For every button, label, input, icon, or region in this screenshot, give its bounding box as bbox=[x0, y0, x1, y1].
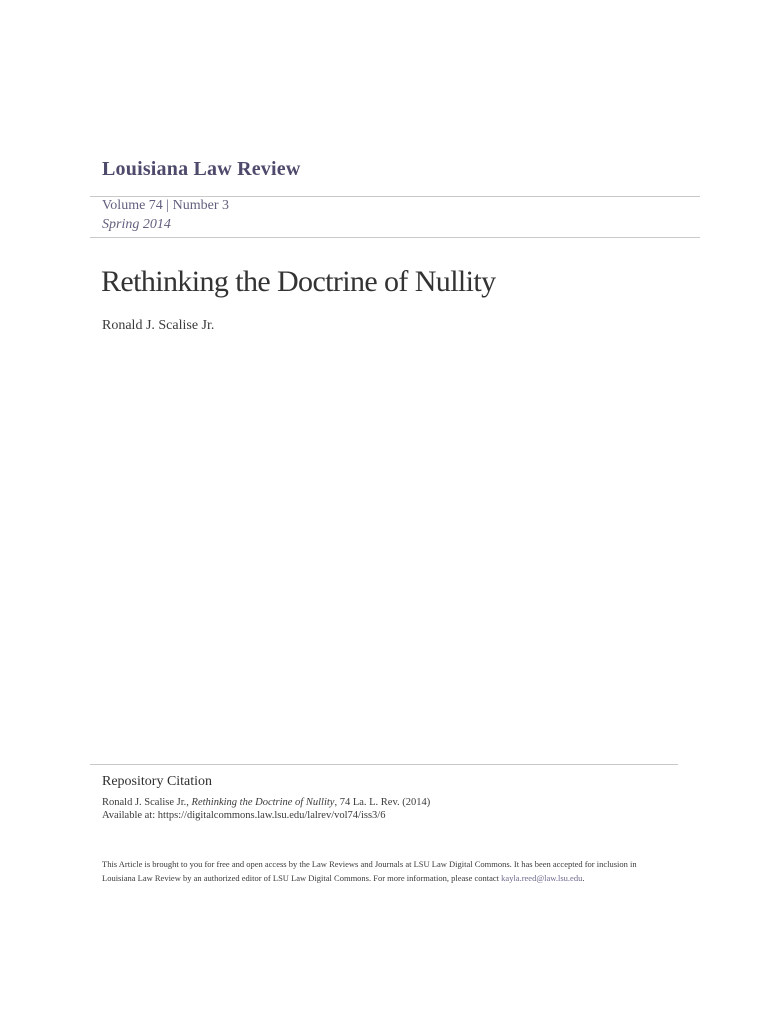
article-author: Ronald J. Scalise Jr. bbox=[102, 318, 215, 333]
article-title: Rethinking the Doctrine of Nullity bbox=[101, 265, 496, 298]
repository-citation bbox=[102, 796, 430, 822]
open-access-notice bbox=[102, 857, 662, 885]
notice-text: This Article is brought to you for free and open access by the Law Reviews and Journals at LSU Law Digital Commons. It has been accepted for inclusion in Louisiana Law Review by an authorized editor of LSU Law Digital Commons. For more information, please contact bbox=[102, 859, 637, 883]
header-bottom-divider bbox=[90, 237, 700, 238]
journal-title: Louisiana Law Review bbox=[102, 158, 301, 180]
citation-source: , 74 La. L. Rev. (2014) bbox=[334, 797, 431, 808]
citation-available-at[interactable]: Available at: https://digitalcommons.law.lsu.edu/lalrev/vol74/iss3/6 bbox=[102, 810, 386, 821]
issue-season: Spring 2014 bbox=[102, 217, 171, 232]
repository-citation-heading: Repository Citation bbox=[102, 774, 213, 789]
header-top-divider bbox=[90, 196, 700, 197]
contact-email-link[interactable]: kayla.reed@law.lsu.edu bbox=[501, 873, 583, 883]
citation-title: Rethinking the Doctrine of Nullity bbox=[191, 797, 335, 808]
citation-author: Ronald J. Scalise Jr., bbox=[102, 797, 192, 808]
issue-info: Volume 74 | Number 3 bbox=[102, 198, 229, 213]
notice-end: . bbox=[582, 873, 585, 883]
citation-divider bbox=[90, 764, 678, 765]
citation-line bbox=[102, 796, 430, 809]
